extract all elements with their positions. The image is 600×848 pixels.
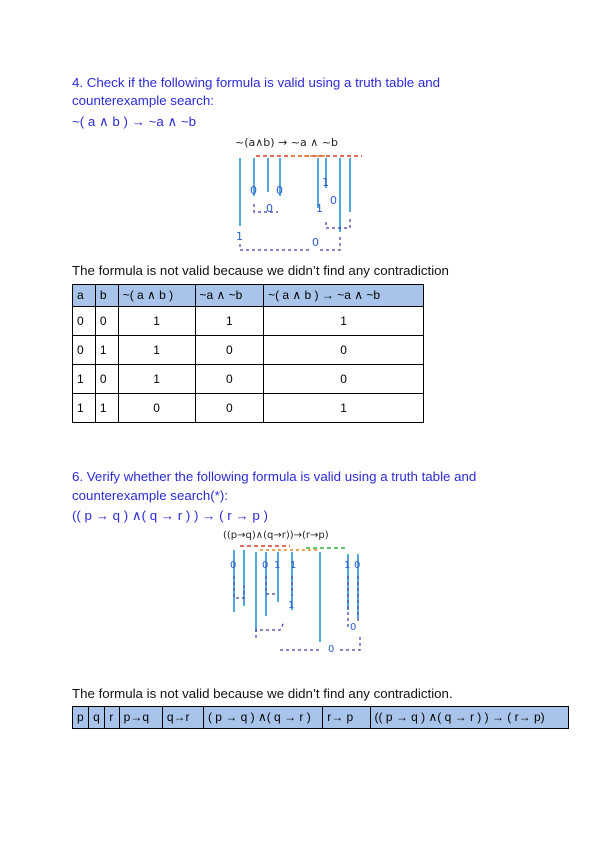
sketch6-value-r2: 1 [344, 560, 351, 571]
sketch6-value-p: 0 [230, 560, 237, 571]
section4-heading-line2: counterexample search: [72, 93, 214, 108]
header-not-a-and-b: ~( a ∧ b ) [118, 285, 195, 307]
sketch4-value-not-b: 0 [330, 194, 337, 207]
cell: 1 [95, 394, 118, 423]
cell: 1 [264, 394, 424, 423]
table-row [73, 336, 424, 365]
table-row [73, 307, 424, 336]
cell: 1 [95, 336, 118, 365]
cell: 0 [73, 307, 96, 336]
cell: 0 [195, 365, 264, 394]
section6-truth-table [72, 706, 569, 729]
header-r: r [105, 707, 119, 729]
cell: 0 [95, 307, 118, 336]
section6-formula: (( p → q ) ∧( q → r ) ) → ( r → p ) [72, 508, 268, 523]
sketch6-value-result: 0 [328, 644, 335, 655]
section6-handwritten-sketch [220, 526, 380, 658]
table-row [73, 394, 424, 423]
header-r-implies-p: r→ p [323, 707, 370, 729]
cell: 1 [73, 394, 96, 423]
cell: 1 [118, 336, 195, 365]
cell: 1 [73, 365, 96, 394]
section6-conclusion: The formula is not valid because we didn’t find any contradiction. [72, 686, 453, 701]
sketch6-value-q: 0 [262, 560, 269, 571]
sketch6-value-p2: 0 [354, 560, 361, 571]
sketch6-value-q-imp-r: 1 [288, 600, 295, 611]
section6-sketch-formula: ((p→q)∧(q→r))→(r→p) [223, 530, 329, 541]
header-p-implies-q: p→q [119, 707, 162, 729]
cell: 0 [264, 336, 424, 365]
header-conjunction: ( p → q ) ∧( q → r ) [203, 707, 322, 729]
section4-truth-table [72, 284, 424, 423]
table-header-row [73, 707, 569, 729]
sketch6-value-r-imp-p: 0 [350, 622, 357, 633]
section6-heading-line2: counterexample search(*): [72, 488, 228, 503]
cell: 1 [195, 307, 264, 336]
cell: 0 [195, 394, 264, 423]
cell: 0 [118, 394, 195, 423]
header-a: a [73, 285, 96, 307]
cell: 0 [95, 365, 118, 394]
sketch4-value-result: 0 [312, 236, 319, 249]
section4-formula: ~( a ∧ b ) → ~a ∧ ~b [72, 114, 197, 129]
section4-heading-line1: 4. Check if the following formula is valid using a truth table and [72, 75, 441, 90]
section4-handwritten-sketch [230, 132, 370, 254]
section4-conclusion: The formula is not valid because we didn’t find any contradiction [72, 263, 449, 278]
header-p: p [73, 707, 89, 729]
cell: 0 [264, 365, 424, 394]
cell: 1 [118, 365, 195, 394]
cell: 1 [118, 307, 195, 336]
header-not-a-and-not-b: ~a ∧ ~b [195, 285, 264, 307]
header-implication: ~( a ∧ b ) → ~a ∧ ~b [264, 285, 424, 307]
cell: 0 [73, 336, 96, 365]
header-q-implies-r: q→r [162, 707, 203, 729]
sketch4-value-not-a: 1 [322, 176, 329, 189]
sketch4-value-inner: 0 [266, 202, 273, 215]
sketch6-value-r: 1 [290, 560, 297, 571]
cell: 0 [195, 336, 264, 365]
section6-heading-line1: 6. Verify whether the following formula is valid using a truth table and [72, 469, 477, 484]
table-header-row [73, 285, 424, 307]
sketch4-value-a: 0 [250, 184, 257, 197]
sketch4-value-negation: 1 [236, 230, 243, 243]
cell: 1 [264, 307, 424, 336]
sketch6-value-q2: 1 [274, 560, 281, 571]
header-q: q [89, 707, 105, 729]
table-row [73, 365, 424, 394]
sketch4-value-and: 1 [316, 202, 323, 215]
header-full-formula: (( p → q ) ∧( q → r ) ) → ( r→ p) [370, 707, 569, 729]
section4-sketch-formula: ~(a∧b) → ~a ∧ ~b [235, 136, 338, 149]
sketch4-value-b: 0 [276, 184, 283, 197]
header-b: b [95, 285, 118, 307]
